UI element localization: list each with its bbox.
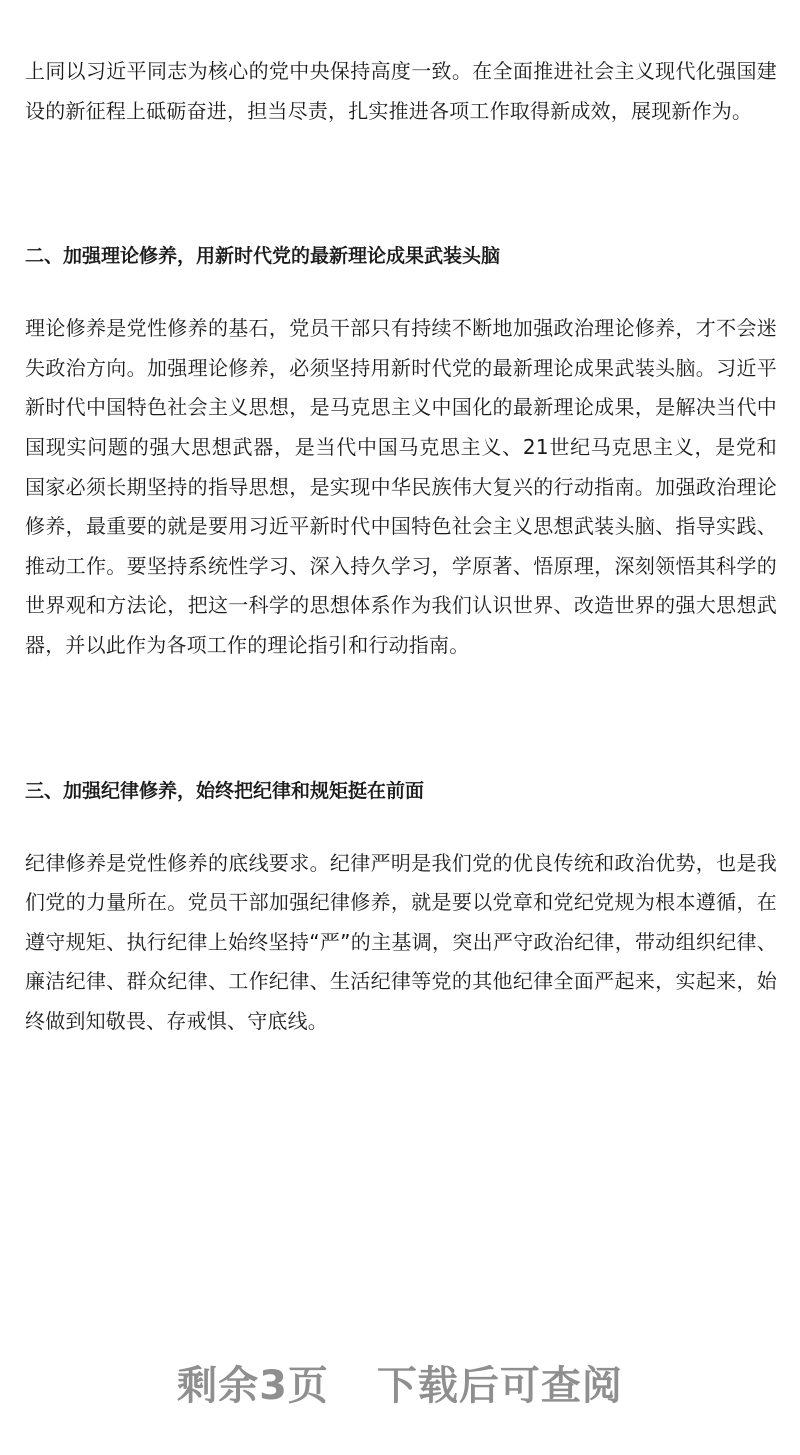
- download-banner[interactable]: [0, 1352, 800, 1412]
- section-spacer: [25, 131, 777, 241]
- section-spacer: [25, 666, 777, 776]
- section-2-paragraph: 理论修养是党性修养的基石，党员干部只有持续不断地加强政治理论修养，才不会迷失政治方向。加强理论修养，必须坚持用新时代党的最新理论成果武装头脑。习近平新时代中国特色社会主义思想，是马克思主义中国化的最新理论成果，是解决当代中国现实问题的强大思想武器，是当代中国马克思主义、21世纪马克思主义，是党和国家必须长期坚持的指导思想，是实现中华民族伟大复兴的行动指南。加强政治理论修养，最重要的就是要用习近平新时代中国特色社会主义思想武装头脑、指导实践、推动工作。要坚持系统性学习、深入持久学习，学原著、悟原理，深刻领悟其科学的世界观和方法论，把这一科学的思想体系作为我们认识世界、改造世界的强大思想武器，并以此作为各项工作的理论指引和行动指南。: [25, 316, 777, 657]
- document-body: [25, 52, 777, 1042]
- heading-spacer: [25, 271, 777, 309]
- section-3-heading: 三、加强纪律修养，始终把纪律和规矩挺在前面: [25, 779, 425, 802]
- section-2-heading: 二、加强理论修养，用新时代党的最新理论成果武装头脑: [25, 245, 501, 268]
- section-3-paragraph: 纪律修养是党性修养的底线要求。纪律严明是我们党的优良传统和政治优势，也是我们党的力量所在。党员干部加强纪律修养，就是要以党章和党纪党规为根本遵循，在遵守规矩、执行纪律上始终坚持“严”的主基调，突出严守政治纪律，带动组织纪律、廉洁纪律、群众纪律、工作纪律、生活纪律等党的其他纪律全面严起来，实起来，始终做到知敬畏、存戒惧、守底线。: [25, 850, 777, 1033]
- download-hint-label[interactable]: 下载后可查阅: [376, 1362, 623, 1409]
- remaining-pages-label: 剩余3页: [177, 1362, 329, 1409]
- intro-paragraph: 上同以习近平同志为核心的党中央保持高度一致。在全面推进社会主义现代化强国建设的新征程上砥砺奋进，担当尽责，扎实推进各项工作取得新成效，展现新作为。: [25, 59, 777, 123]
- heading-spacer: [25, 806, 777, 844]
